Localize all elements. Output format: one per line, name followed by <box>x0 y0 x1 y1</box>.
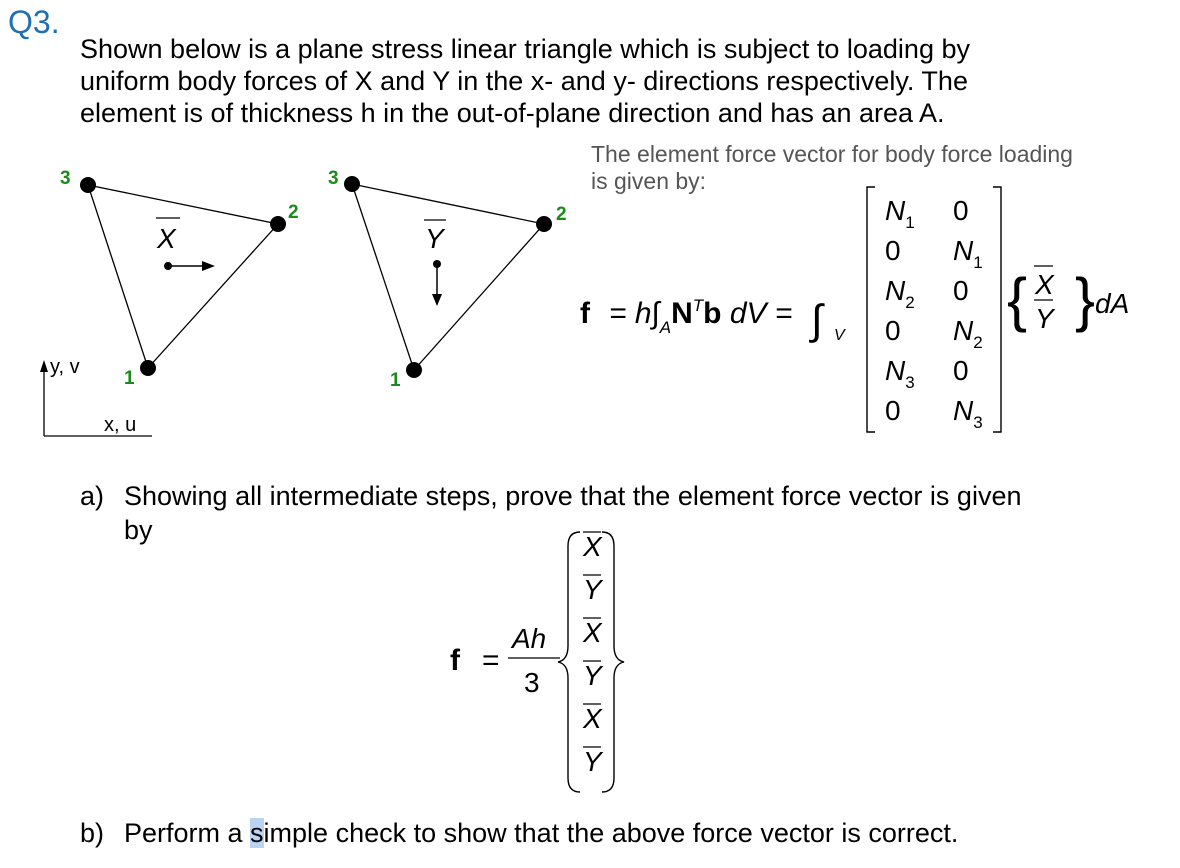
result-vector-entry: X <box>583 703 602 734</box>
result-vector <box>582 531 604 777</box>
node-2-dot <box>536 216 552 232</box>
result-equation <box>440 526 640 798</box>
coordinate-axes <box>40 356 152 436</box>
node-1-dot <box>140 360 156 376</box>
triangle-x-load <box>60 168 299 389</box>
part-b-text: Perform a <box>124 818 251 848</box>
body-force-x-symbol: X <box>157 223 176 254</box>
matrix-cell: $N_2$ <box>953 315 983 352</box>
triangle-figure <box>0 0 590 460</box>
result-equals: = <box>482 644 500 677</box>
node-1-label: 1 <box>124 368 135 389</box>
node-3-label: 3 <box>60 168 71 189</box>
part-b-text: imple check to show that the above force vector is correct. <box>263 818 959 848</box>
result-denominator: 3 <box>524 667 540 698</box>
result-vector-entry: X <box>583 531 602 562</box>
node-3-label: 3 <box>328 168 339 189</box>
matrix-cell: $N_1$ <box>885 195 915 232</box>
matrix-left-bracket <box>867 187 875 432</box>
node-1-label: 1 <box>390 370 401 391</box>
part-a-text: Showing all intermediate steps, prove that the element force vector is given <box>124 481 1022 511</box>
triangle-y-load <box>328 168 567 391</box>
part-a-label: a) <box>80 481 105 511</box>
node-2-label: 2 <box>556 204 567 225</box>
node-3-dot <box>80 177 96 193</box>
caption-line: The element force vector for body force loading <box>591 141 1073 167</box>
matrix-cell: $N_1$ <box>953 235 983 272</box>
vector-x: X <box>1035 269 1054 300</box>
result-right-brace <box>602 532 624 792</box>
result-vector-entry: X <box>583 617 602 648</box>
matrix-cell: $N_3$ <box>885 355 915 392</box>
integral-subscript: V <box>834 327 845 344</box>
node-1-dot <box>406 362 422 378</box>
result-numerator: Ah <box>512 623 547 654</box>
equation-lhs: f <box>580 297 590 330</box>
body-force-y-symbol: Y <box>425 223 444 254</box>
equation-middle: = $h\int_AN^Tb$ dV = <box>609 296 793 337</box>
result-vector-entry: Y <box>583 746 602 777</box>
matrix-cell: 0 <box>953 355 969 386</box>
node-2-dot <box>270 216 286 232</box>
shape-function-matrix <box>885 195 983 432</box>
part-a-text: by <box>124 515 153 545</box>
intro-line: element is of thickness h in the out-of-plane direction and has an area A. <box>80 98 945 128</box>
equation-tail: dA <box>1095 288 1130 319</box>
result-lhs: f <box>450 644 460 677</box>
vector-right-brace: } <box>1075 266 1096 333</box>
intro-line: uniform body forces of X and Y in the x- and y- directions respectively. The <box>80 66 968 96</box>
node-3-dot <box>344 176 360 192</box>
result-left-brace <box>558 532 580 792</box>
arrowhead-icon <box>432 294 442 306</box>
matrix-right-bracket <box>993 187 1001 432</box>
integral-sign: ∫ <box>811 296 823 343</box>
x-axis-label: x, u <box>104 414 137 436</box>
y-axis-label: y, v <box>50 356 80 378</box>
matrix-cell: $N_2$ <box>885 275 915 312</box>
result-vector-entry: Y <box>583 660 602 691</box>
caption-line: is given by: <box>591 168 707 194</box>
node-2-label: 2 <box>288 202 299 223</box>
part-b-label: b) <box>80 818 105 848</box>
part-b <box>80 818 958 849</box>
y-axis-arrow-icon <box>40 360 48 372</box>
matrix-cell: 0 <box>953 275 969 306</box>
matrix-cell: 0 <box>885 235 901 266</box>
result-vector-entry: Y <box>583 574 602 605</box>
arrowhead-icon <box>202 261 215 271</box>
matrix-cell: 0 <box>885 315 901 346</box>
text-cursor-highlight: s <box>250 818 264 848</box>
matrix-cell: $N_3$ <box>953 395 983 432</box>
vector-y: Y <box>1035 303 1054 334</box>
force-vector-equation <box>575 180 1135 445</box>
question-number: Q3. <box>8 4 60 40</box>
intro-line: Shown below is a plane stress linear triangle which is subject to loading by <box>80 34 970 64</box>
matrix-cell: 0 <box>953 195 969 226</box>
matrix-cell: 0 <box>885 395 901 426</box>
vector-left-brace: { <box>1007 266 1028 333</box>
